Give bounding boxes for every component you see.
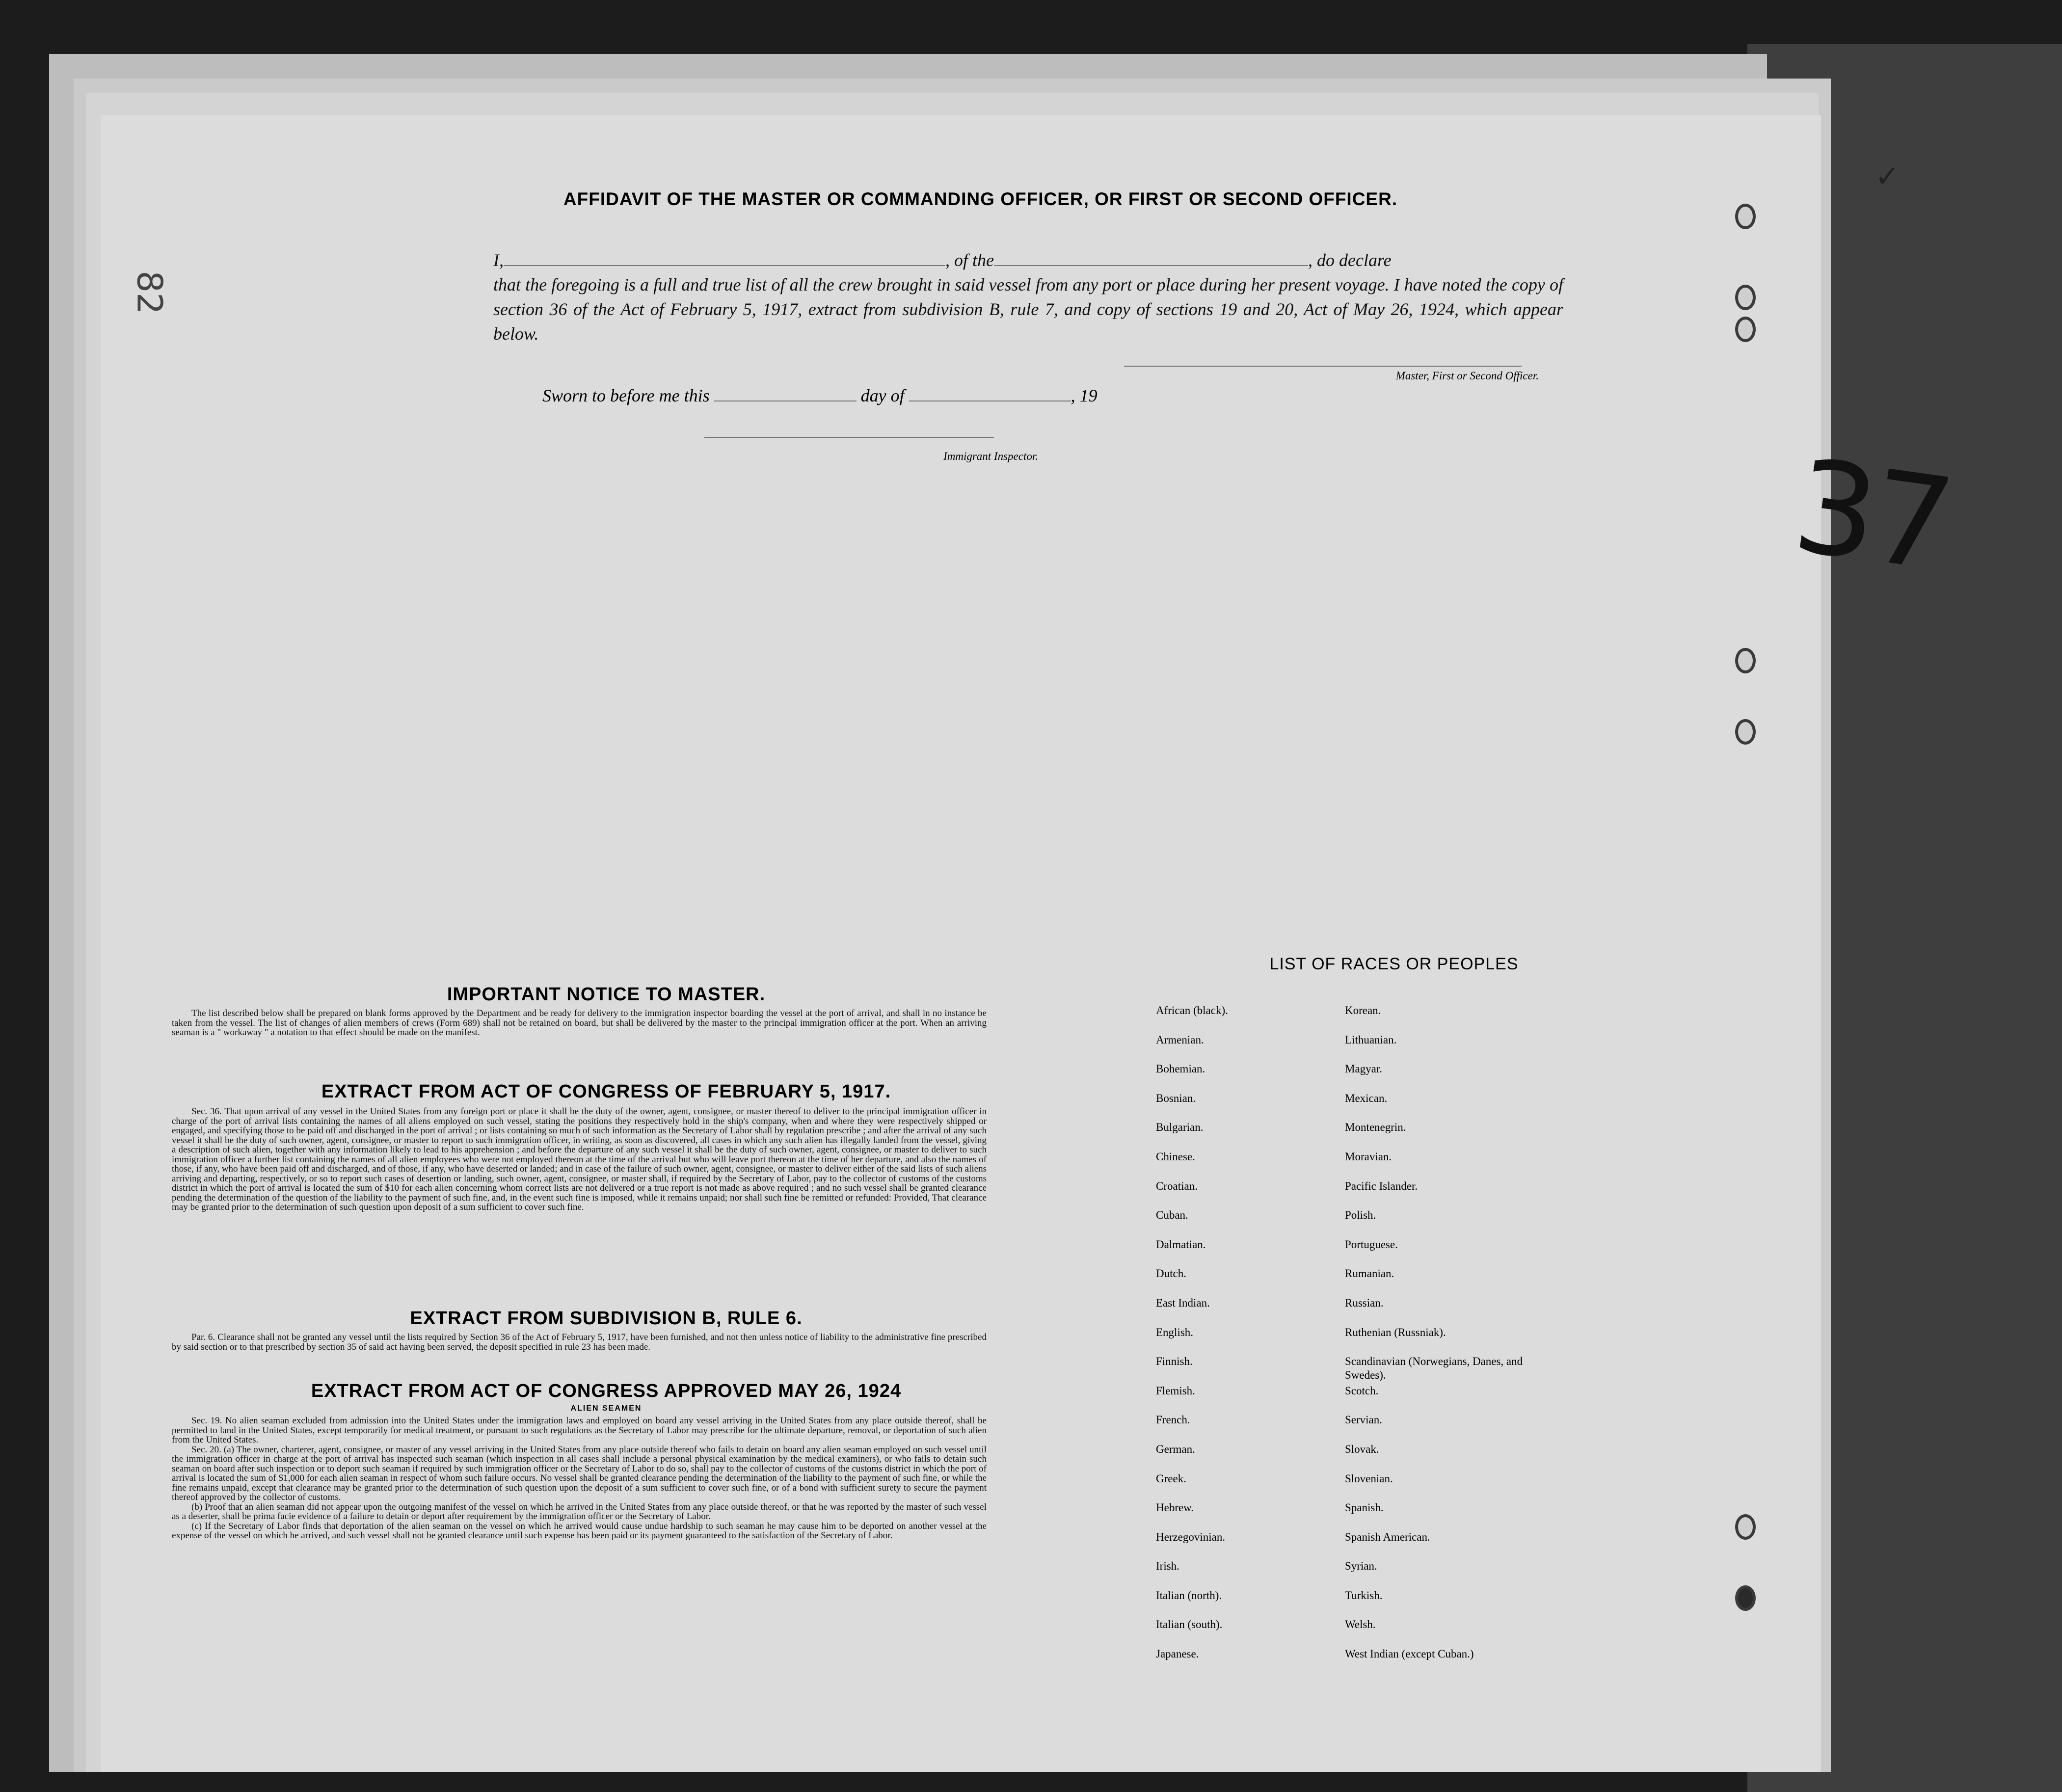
races-left-column [1156, 1004, 1342, 1677]
master-caption: Master, First or Second Officer. [1395, 370, 1539, 382]
year-prefix: , 19 [1071, 386, 1098, 405]
rule6-paragraph: Par. 6. Clearance shall not be granted any vessel until the lists required by Section 36 of the Act of February 5, 1917, have been furnished, and not then unless notice of liability to the administrative fine prescribed by said section or to that prescribed by section 35 of said act having been served, the deposit specified in rule 23 has been made. [172, 1332, 987, 1352]
extract-1924-text [172, 1416, 987, 1541]
race-item: Lithuanian. [1345, 1033, 1397, 1046]
day-of-text: day of [860, 386, 905, 405]
check-mark-icon: ✓ [1875, 160, 1900, 194]
race-item: Rumanian. [1345, 1267, 1394, 1280]
race-item: Moravian. [1345, 1150, 1392, 1163]
race-item: Bohemian. [1156, 1063, 1205, 1075]
races-title: LIST OF RACES OR PEOPLES [1269, 955, 1519, 973]
race-item: German. [1156, 1443, 1195, 1455]
binder-hole [1735, 1585, 1756, 1611]
binder-hole [1735, 204, 1756, 229]
sec-20a-paragraph: Sec. 20. (a) The owner, charterer, agent, consignee, or master of any vessel arriving in the United States from any place outside thereof who fails to detain on board any alien seaman employed on such vessel until the immigration officer in charge at the port of arrival has inspected such seaman (which inspection in all cases shall include a personal physical examination by the medical examiners), or who fails to detain such seaman on board after such inspection or to deport such seaman if required by such immigration officer or the Secretary of Labor to do so, shall pay to the collector of customs of the customs district in which the port of arrival is located the sum of $1,000 for each alien seaman in respect of whom such failure occurs. No vessel shall be granted clearance pending the determination of the liability to the payment of such fine, or while the fine remains unpaid, except that clearance may be granted prior to the determination of such question upon the deposit of a sum sufficient to cover such fine, or of a bond with sufficient surety to secure the payment thereof approved by the collector of customs. [172, 1444, 987, 1502]
race-item: Italian (north). [1156, 1589, 1222, 1602]
race-item: Korean. [1345, 1004, 1381, 1016]
sec-20b-paragraph: (b) Proof that an alien seaman did not appear upon the outgoing manifest of the vessel on which he arrived in the United States from any place outside thereof, or that he was reported by the master of such vessel as a deserter, shall be prima facie evidence of a failure to detain or deport after requirement by the immigration officer or the Secretary of Labor. [172, 1501, 987, 1522]
race-item: Japanese. [1156, 1648, 1199, 1660]
notice-text [172, 1009, 987, 1038]
race-item: Polish. [1345, 1209, 1376, 1222]
race-item: Russian. [1345, 1296, 1384, 1309]
race-item: Flemish. [1156, 1384, 1195, 1397]
race-item: Croatian. [1156, 1179, 1198, 1192]
race-item: Magyar. [1345, 1063, 1383, 1075]
sworn-line [542, 385, 1098, 406]
binder-hole [1735, 648, 1756, 673]
race-item: Dutch. [1156, 1267, 1186, 1280]
extract-rule6-text [172, 1333, 987, 1352]
officer-name-field[interactable] [504, 265, 945, 266]
extract-rule6-title: EXTRACT FROM SUBDIVISION B, RULE 6. [410, 1308, 803, 1329]
extract-1924-title: EXTRACT FROM ACT OF CONGRESS APPROVED MAY 26, 1924 [311, 1381, 902, 1401]
declaration-of-the: , of the [945, 250, 994, 270]
race-item: Scandinavian (Norwegians, Danes, and Swedes). [1345, 1355, 1523, 1382]
race-item: Hebrew. [1156, 1501, 1194, 1514]
race-item: Chinese. [1156, 1150, 1195, 1163]
race-item: East Indian. [1156, 1296, 1210, 1309]
race-item: African (black). [1156, 1004, 1228, 1016]
vessel-name-field[interactable] [994, 265, 1308, 266]
race-item: West Indian (except Cuban.) [1345, 1648, 1474, 1660]
race-item: Scotch. [1345, 1384, 1379, 1397]
sec-20c-paragraph: (c) If the Secretary of Labor finds that deportation of the alien seaman on the vessel on which he arrived would cause undue hardship to such seaman he may cause him to be deported on another vessel at the expense of the vessel on which he arrived, and such vessel shall not be granted clearance until such expense has been paid or its payment guaranteed to the satisfaction of the Secretary of Labor. [172, 1521, 987, 1541]
race-item: Herzegovinian. [1156, 1530, 1226, 1543]
race-item: English. [1156, 1326, 1194, 1338]
inspector-signature-line[interactable] [704, 437, 994, 438]
race-item: Greek. [1156, 1472, 1186, 1485]
race-item: Cuban. [1156, 1209, 1188, 1222]
inspector-caption: Immigrant Inspector. [943, 450, 1038, 462]
sworn-text: Sworn to before me this [542, 386, 710, 405]
affidavit-title: AFFIDAVIT OF THE MASTER OR COMMANDING OFFICER, OR FIRST OR SECOND OFFICER. [563, 189, 1398, 209]
extract-1917-title: EXTRACT FROM ACT OF CONGRESS OF FEBRUARY 5, 1917. [321, 1081, 891, 1102]
race-item: Mexican. [1345, 1092, 1388, 1104]
binder-hole [1735, 317, 1756, 342]
binder-hole [1735, 719, 1756, 745]
declaration-do-declare: , do declare [1308, 250, 1392, 270]
race-item: French. [1156, 1414, 1190, 1426]
race-item: Welsh. [1345, 1618, 1376, 1631]
race-item: Armenian. [1156, 1033, 1204, 1046]
handwritten-page-number: 37 [1785, 432, 1957, 600]
race-item: Slovak. [1345, 1443, 1379, 1455]
notice-paragraph: The list described below shall be prepared on blank forms approved by the Department and be ready for delivery to the immigration inspector boarding the vessel at the port of arrival, and shall in no instance be taken from the vessel. The list of changes of alien members of crews (Form 689) shall not be retained on board, but shall be delivered by the master to the principal immigration officer at the port. When an arriving seaman is a " workaway " a notation to that effect should be made on the manifest. [172, 1008, 987, 1038]
race-item: Spanish American. [1345, 1530, 1430, 1543]
race-item: Bulgarian. [1156, 1121, 1204, 1134]
binder-hole [1735, 285, 1756, 310]
race-item: Bosnian. [1156, 1092, 1196, 1104]
declaration-body: that the foregoing is a full and true list of all the crew brought in said vessel from any port or place during her present voyage. I have noted the copy of section 36 of the Act of February 5, 1917, extract from subdivision B, rule 7, and copy of sections 19 and 20, Act of May 26, 1924, which appear below. [493, 275, 1563, 344]
races-right-column [1345, 1004, 1561, 1677]
race-item: Ruthenian (Russniak). [1345, 1326, 1446, 1338]
declaration-i: I, [493, 250, 504, 270]
race-item: Finnish. [1156, 1355, 1193, 1368]
race-item: Dalmatian. [1156, 1238, 1206, 1251]
section-36-paragraph: Sec. 36. That upon arrival of any vessel in the United States from any foreign port or place it shall be the duty of the owner, agent, consignee, or master thereof to deliver to the principal immigration officer in charge of the port of arrival lists containing the names of all aliens employed on such vessel, stating the positions they respectively hold in the ship's company, when and where they were respectively shipped or engaged, and specifying those to be paid off and discharged in the port of arrival ; or lists containing so much of such information as the Secretary of Labor shall by regulation prescribe ; and after the arrival of any such vessel it shall be the duty of such owner, agent, consignee, or master to report to such immigration officer, in writing, as soon as discovered, all cases in which any such alien has illegally landed from the vessel, giving a description of such alien, together with any information likely to lead to his apprehension ; and before the departure of any such vessel it shall be the duty of such owner, agent, consignee, or master to deliver to such immigration officer a further list containing the names of all alien employees who were not employed thereon at the time of the arrival but who will leave port thereon at the time of her departure, and also the names of those, if any, who have been paid off and discharged, and of those, if any, who have deserted or landed; and in case of the failure of such owner, agent, consignee, or master to deliver either of the said lists of such aliens arriving and departing, respectively, or so to report such cases of desertion or landing, such owner, agent, consignee, or master shall, if required by the Secretary of Labor, pay to the collector of customs of the customs district in which the port of arrival is located the sum of $10 for each alien concerning whom correct lists are not delivered or a true report is not made as above required ; and no such vessel shall be granted clearance pending the determination of the question of the liability to the payment of such fine, and, in the event such fine is imposed, while it remains unpaid; nor shall such fine be remitted or refunded: Provided, That clearance may be granted prior to the determination of such question upon deposit of a sum sufficient to cover such fine. [172, 1106, 987, 1212]
race-item: Irish. [1156, 1560, 1179, 1573]
affidavit-statement [493, 248, 1563, 346]
race-item: Italian (south). [1156, 1618, 1223, 1631]
affidavit-page [101, 115, 1821, 1772]
race-item: Servian. [1345, 1414, 1383, 1426]
declaration-line [493, 248, 1563, 272]
race-item: Pacific Islander. [1345, 1179, 1418, 1192]
binder-hole [1735, 1514, 1756, 1540]
race-item: Slovenian. [1345, 1472, 1393, 1485]
sec-19-paragraph: Sec. 19. No alien seaman excluded from admission into the United States under the immigration laws and employed on board any vessel arriving in the United States from any place outside thereof, shall be permitted to land in the United States, except temporarily for medical treatment, or pursuant to such regulations as the Secretary of Labor may prescribe for the ultimate departure, removal, or deportation of such alien from the United States. [172, 1416, 987, 1445]
master-signature-line[interactable] [1124, 366, 1522, 367]
race-item: Montenegrin. [1345, 1121, 1406, 1134]
alien-seamen-subtitle: ALIEN SEAMEN [570, 1404, 642, 1413]
race-item: Syrian. [1345, 1560, 1377, 1573]
notice-title: IMPORTANT NOTICE TO MASTER. [447, 984, 766, 1005]
race-item: Portuguese. [1345, 1238, 1398, 1251]
race-item: Turkish. [1345, 1589, 1383, 1602]
extract-1917-text [172, 1107, 987, 1212]
race-item: Spanish. [1345, 1501, 1384, 1514]
margin-stamp-number: 82 [129, 270, 170, 315]
